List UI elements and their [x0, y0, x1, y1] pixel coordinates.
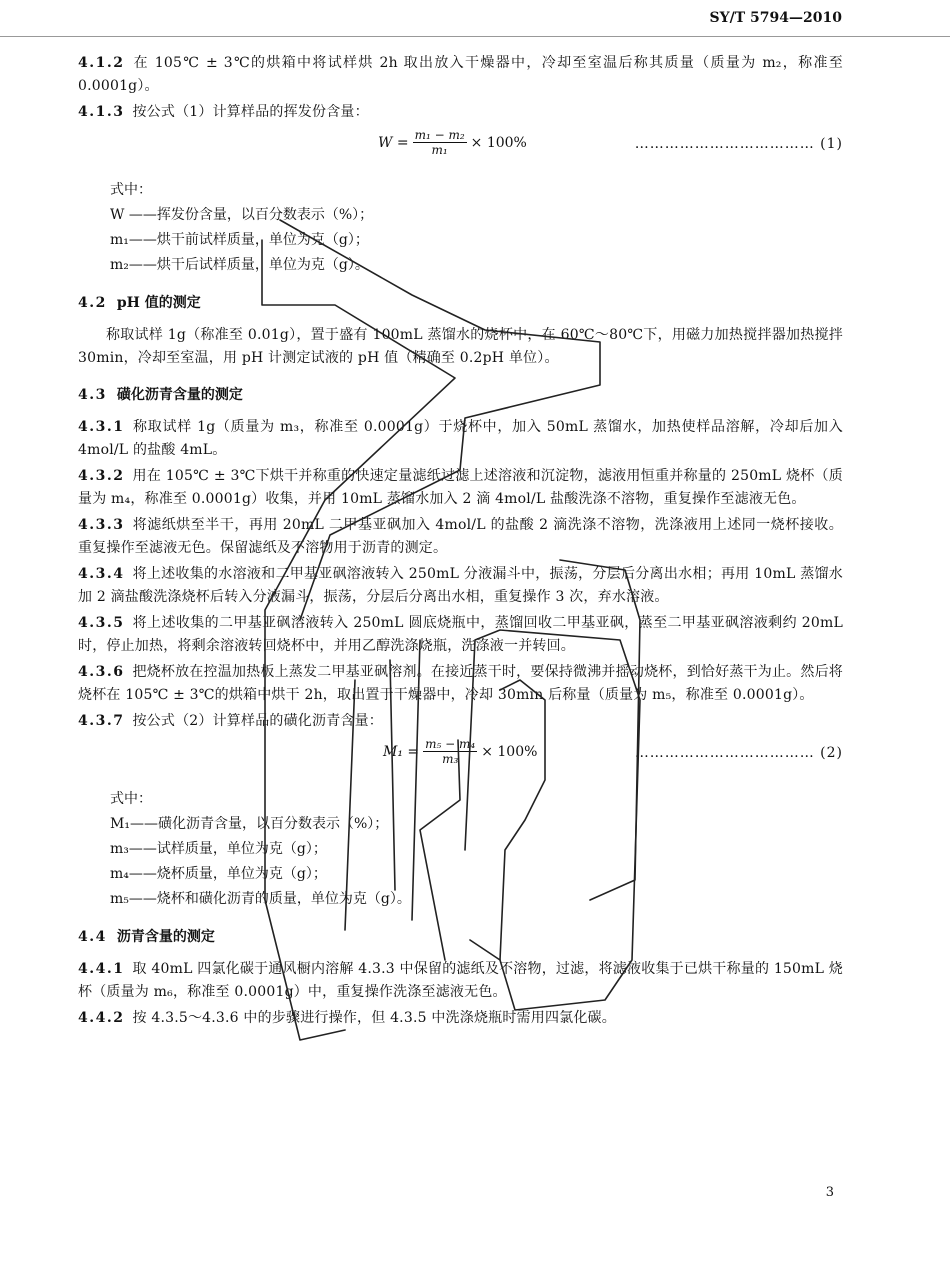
- denominator: m₃: [442, 752, 459, 766]
- section-heading: [78, 292, 843, 312]
- clause-text: 在 105℃ ± 3℃的烘箱中将试样烘 2h 取出放入干燥器中，冷却至室温后称其质量（质量为 m₂，称准至 0.0001g）。: [78, 55, 843, 94]
- clause-text: 按 4.3.5～4.3.6 中的步骤进行操作，但 4.3.5 中洗涤烧瓶时需用四氯化碳。: [132, 1010, 616, 1026]
- clause-number: 4.1.2: [78, 55, 125, 71]
- section-number: 4.2: [78, 295, 107, 311]
- section-heading: [78, 926, 843, 946]
- clause-text: 把烧杯放在控温加热板上蒸发二甲基亚砜溶剂。在接近蒸干时，要保持微沸并摇动烧杯，到恰好蒸干为止。然后将烧杯在 105℃ ± 3℃的烘箱中烘干 2h，取出置于干燥器中，冷却 30min 后称量（质量为 m₅，称准至 0.0001g）。: [78, 664, 843, 703]
- clause-text: 将上述收集的水溶液和二甲基亚砜溶液转入 250mL 分液漏斗中，振荡，分层后分离出水相；再用 10mL 蒸馏水加 2 滴盐酸洗涤烧杯后转入分液漏斗，振荡，分层后分离出水相，重复操作 3 次，弃水溶液。: [78, 566, 843, 605]
- clause-number: 4.3.7: [78, 713, 125, 729]
- formula: [78, 128, 843, 168]
- page-number: 3: [825, 1185, 834, 1200]
- clause-paragraph: [78, 101, 843, 124]
- standard-number: SY/T 5794—2010: [709, 10, 842, 26]
- formula-expression: [378, 128, 527, 157]
- equation-number: ……………………………… (1): [634, 136, 843, 152]
- body-paragraph: 称取试样 1g（称准至 0.01g），置于盛有 100mL 蒸馏水的烧杯中，在 60℃～80℃下，用磁力加热搅拌器加热搅拌 30min，冷却至室温，用 pH 计测定试液的 pH 值（精确至 0.2pH 单位）。: [78, 327, 843, 366]
- section-title: pH 值的测定: [116, 295, 201, 311]
- clause-text: 将滤纸烘至半干，再用 20mL 二甲基亚砜加入 4mol/L 的盐酸 2 滴洗涤不溶物，洗涤液用上述同一烧杯接收。重复操作至滤液无色。保留滤纸及不溶物用于沥青的测定。: [78, 517, 843, 556]
- section-number: 4.3: [78, 387, 107, 403]
- symbol-definition: m₅——烧杯和磺化沥青的质量，单位为克（g）。: [110, 891, 411, 907]
- formula: [78, 737, 843, 777]
- clause-text: 按公式（2）计算样品的磺化沥青含量：: [132, 713, 383, 729]
- clause-text: 按公式（1）计算样品的挥发份含量：: [132, 104, 369, 120]
- clause-number: 4.3.6: [78, 664, 125, 680]
- clause-paragraph: [78, 1007, 843, 1030]
- section-heading: [78, 384, 843, 404]
- clause-number: 4.3.5: [78, 615, 125, 631]
- clause-text: 取 40mL 四氯化碳于通风橱内溶解 4.3.3 中保留的滤纸及不溶物，过滤，将滤液收集于已烘干称量的 150mL 烧杯（质量为 m₆，称准至 0.0001g）中，重复操作洗涤至滤液无色。: [78, 961, 843, 1000]
- clause-paragraph: [78, 465, 843, 511]
- clause-paragraph: [78, 563, 843, 609]
- clause-number: 4.4.2: [78, 1010, 125, 1026]
- formula-tail: × 100%: [481, 743, 538, 760]
- clause-paragraph: [78, 710, 843, 733]
- clause-number: 4.1.3: [78, 104, 125, 120]
- clause-number: 4.3.2: [78, 468, 125, 484]
- clause-text: 用在 105℃ ± 3℃下烘干并称重的快速定量滤纸过滤上述溶液和沉淀物，滤液用恒重并称量的 250mL 烧杯（质量为 m₄，称准至 0.0001g）收集，并用 10mL 蒸馏水加入 2 滴 4mol/L 盐酸洗涤不溶物，重复操作至滤液无色。: [78, 468, 843, 507]
- fraction: [413, 128, 467, 157]
- clause-paragraph: [78, 612, 843, 658]
- formula-expression: [383, 737, 537, 766]
- clause-number: 4.3.4: [78, 566, 125, 582]
- fraction: [423, 737, 477, 766]
- clause-number: 4.3.1: [78, 419, 125, 435]
- symbol-definition: m₁——烘干前试样质量，单位为克（g）；: [110, 232, 369, 248]
- clause-text: 称取试样 1g（质量为 m₃，称准至 0.0001g）于烧杯中，加入 50mL 蒸馏水，加热使样品溶解，冷却后加入 4mol/L 的盐酸 4mL。: [78, 419, 843, 458]
- header-rule: [0, 36, 950, 37]
- clause-paragraph: [78, 416, 843, 462]
- equation-number: ……………………………… (2): [634, 745, 843, 761]
- symbol-definition: m₄——烧杯质量，单位为克（g）；: [110, 866, 327, 882]
- section-number: 4.4: [78, 929, 107, 945]
- formula-lhs: W =: [378, 134, 409, 151]
- symbol-definition: m₃——试样质量，单位为克（g）；: [110, 841, 327, 857]
- denominator: m₁: [431, 143, 448, 157]
- symbol-definition: m₂——烘干后试样质量，单位为克（g）。: [110, 257, 369, 273]
- clause-paragraph: [78, 52, 843, 98]
- formula-lhs: M₁ =: [383, 743, 420, 760]
- clause-paragraph: [78, 514, 843, 560]
- section-title: 磺化沥青含量的测定: [116, 387, 243, 403]
- clause-number: 4.3.3: [78, 517, 125, 533]
- numerator: m₁ − m₂: [414, 128, 465, 142]
- symbol-definition: W ——挥发份含量，以百分数表示（%）；: [110, 207, 374, 223]
- clause-text: 将上述收集的二甲基亚砜溶液转入 250mL 圆底烧瓶中，蒸馏回收二甲基亚砜，蒸至二甲基亚砜溶液剩约 20mL 时，停止加热，将剩余溶液转回烧杯中，并用乙醇洗涤烧瓶，洗涤液一并转回。: [78, 615, 843, 654]
- clause-number: 4.4.1: [78, 961, 125, 977]
- section-title: 沥青含量的测定: [116, 929, 215, 945]
- numerator: m₅ − m₄: [425, 737, 476, 751]
- where-label: 式中：: [110, 791, 152, 807]
- symbol-definition: M₁——磺化沥青含量，以百分数表示（%）；: [110, 816, 389, 832]
- where-label: 式中：: [110, 182, 152, 198]
- formula-tail: × 100%: [470, 134, 527, 151]
- clause-paragraph: [78, 958, 843, 1004]
- document-body: [78, 52, 843, 1033]
- clause-paragraph: [78, 661, 843, 707]
